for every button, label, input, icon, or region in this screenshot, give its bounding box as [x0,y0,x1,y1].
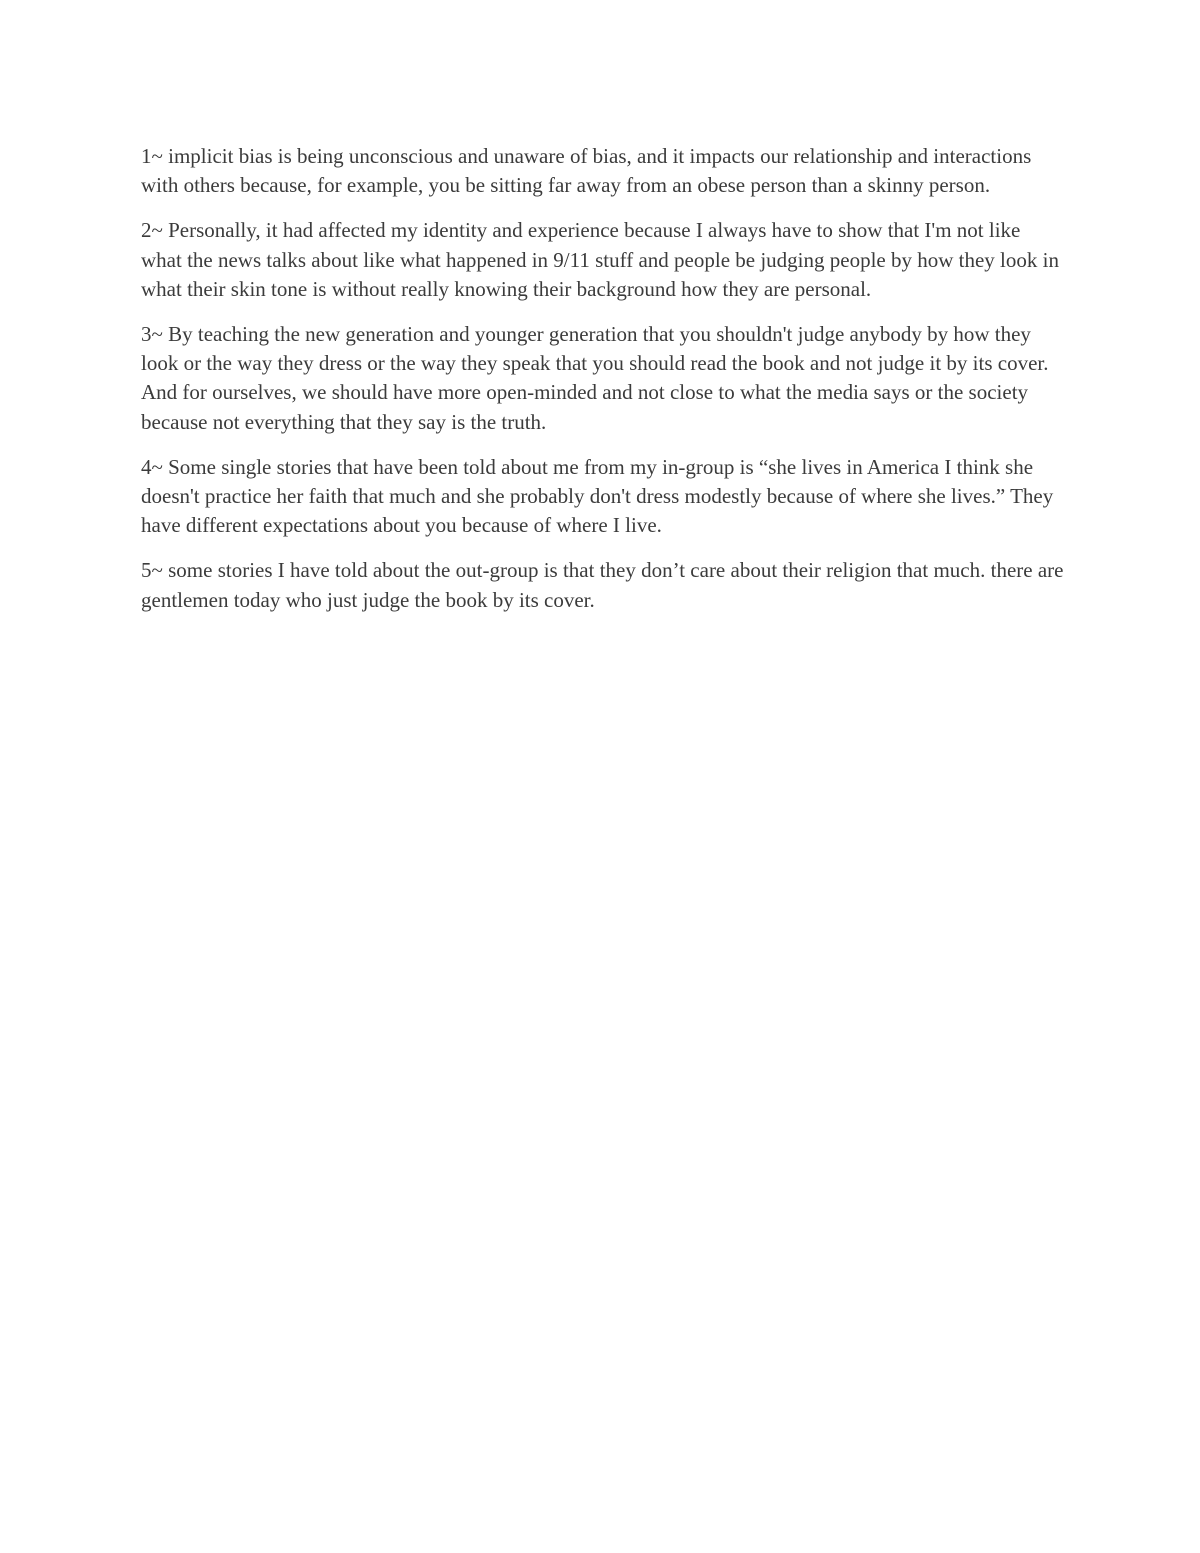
paragraph-3: 3~ By teaching the new generation and younger generation that you shouldn't judge anybody by how they look or the way they dress or the way they speak that you should read the book and not judge it by its cover. And for ourselves, we should have more open-minded and not close to what the media says or the society because not everything that they say is the truth. [141,322,1049,434]
paragraph-4: 4~ Some single stories that have been told about me from my in-group is “she lives in America I think she doesn't practice her faith that much and she probably don't dress modestly because of where she lives.” They have different expectations about you because of where I live. [141,454,1054,538]
paragraph-5: 5~ some stories I have told about the out-group is that they don’t care about their religion that much. there are gentlemen today who just judge the book by its cover. [141,558,1064,612]
paragraph-2: 2~ Personally, it had affected my identity and experience because I always have to show that I'm not like what the news talks about like what happened in 9/11 stuff and people be judging people by how they look in what their skin tone is without really knowing their background how they are personal. [141,218,1059,301]
document-body [141,142,1066,631]
paragraph-1: 1~ implicit bias is being unconscious and unaware of bias, and it impacts our relationship and interactions with others because, for example, you be sitting far away from an obese person than a skinny person. [141,144,1032,198]
